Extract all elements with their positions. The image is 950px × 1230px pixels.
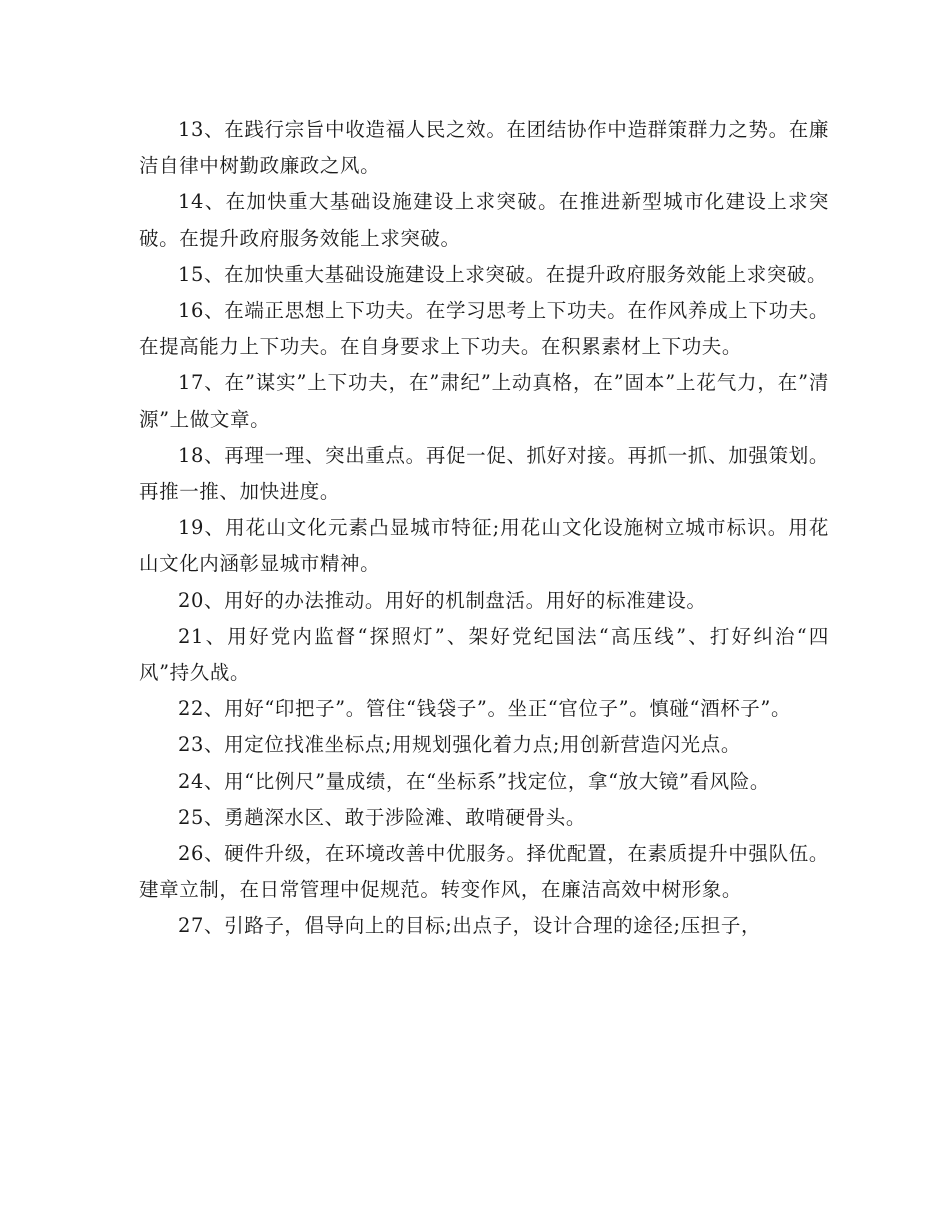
paragraph-13: 13、在践行宗旨中收造福人民之效。在团结协作中造群策群力之势。在廉洁自律中树勤政廉政之风。 [139,118,829,178]
paragraph-26: 26、硬件升级，在环境改善中优服务。择优配置，在素质提升中强队伍。建章立制，在日常管理中促规范。转变作风，在廉洁高效中树形象。 [139,842,829,902]
paragraph-27: 27、引路子，倡导向上的目标;出点子，设计合理的途径;压担子， [178,914,762,938]
paragraph-17: 17、在”谋实”上下功夫，在”肃纪”上动真格，在”固本”上花气力，在”清源”上做文章。 [139,371,829,431]
paragraph-18: 18、再理一理、突出重点。再促一促、抓好对接。再抓一抓、加强策划。再推一推、加快进度。 [139,443,829,504]
paragraph-15: 15、在加快重大基础设施建设上求突破。在提升政府服务效能上求突破。 [178,262,828,286]
document-body [139,112,829,945]
paragraph-21: 21、用好党内监督“探照灯”、架好党纪国法“高压线”、打好纠治“四风”持久战。 [139,624,829,685]
paragraph-14: 14、在加快重大基础设施建设上求突破。在推进新型城市化建设上求突破。在提升政府服务效能上求突破。 [139,190,829,250]
paragraph-24: 24、用“比例尺”量成绩，在“坐标系”找定位，拿“放大镜”看风险。 [178,769,770,793]
paragraph-23: 23、用定位找准坐标点;用规划强化着力点;用创新营造闪光点。 [178,733,741,757]
paragraph-22: 22、用好“印把子”。管住“钱袋子”。坐正“官位子”。慎碰“酒杯子”。 [178,697,792,721]
paragraph-20: 20、用好的办法推动。用好的机制盘活。用好的标准建设。 [178,588,707,612]
paragraph-16: 16、在端正思想上下功夫。在学习思考上下功夫。在作风养成上下功夫。在提高能力上下功夫。在自身要求上下功夫。在积累素材上下功夫。 [139,299,829,359]
paragraph-25: 25、勇趟深水区、敢于涉险滩、敢啃硬骨头。 [178,805,586,829]
paragraph-19: 19、用花山文化元素凸显城市特征;用花山文化设施树立城市标识。用花山文化内涵彰显城市精神。 [139,516,829,576]
